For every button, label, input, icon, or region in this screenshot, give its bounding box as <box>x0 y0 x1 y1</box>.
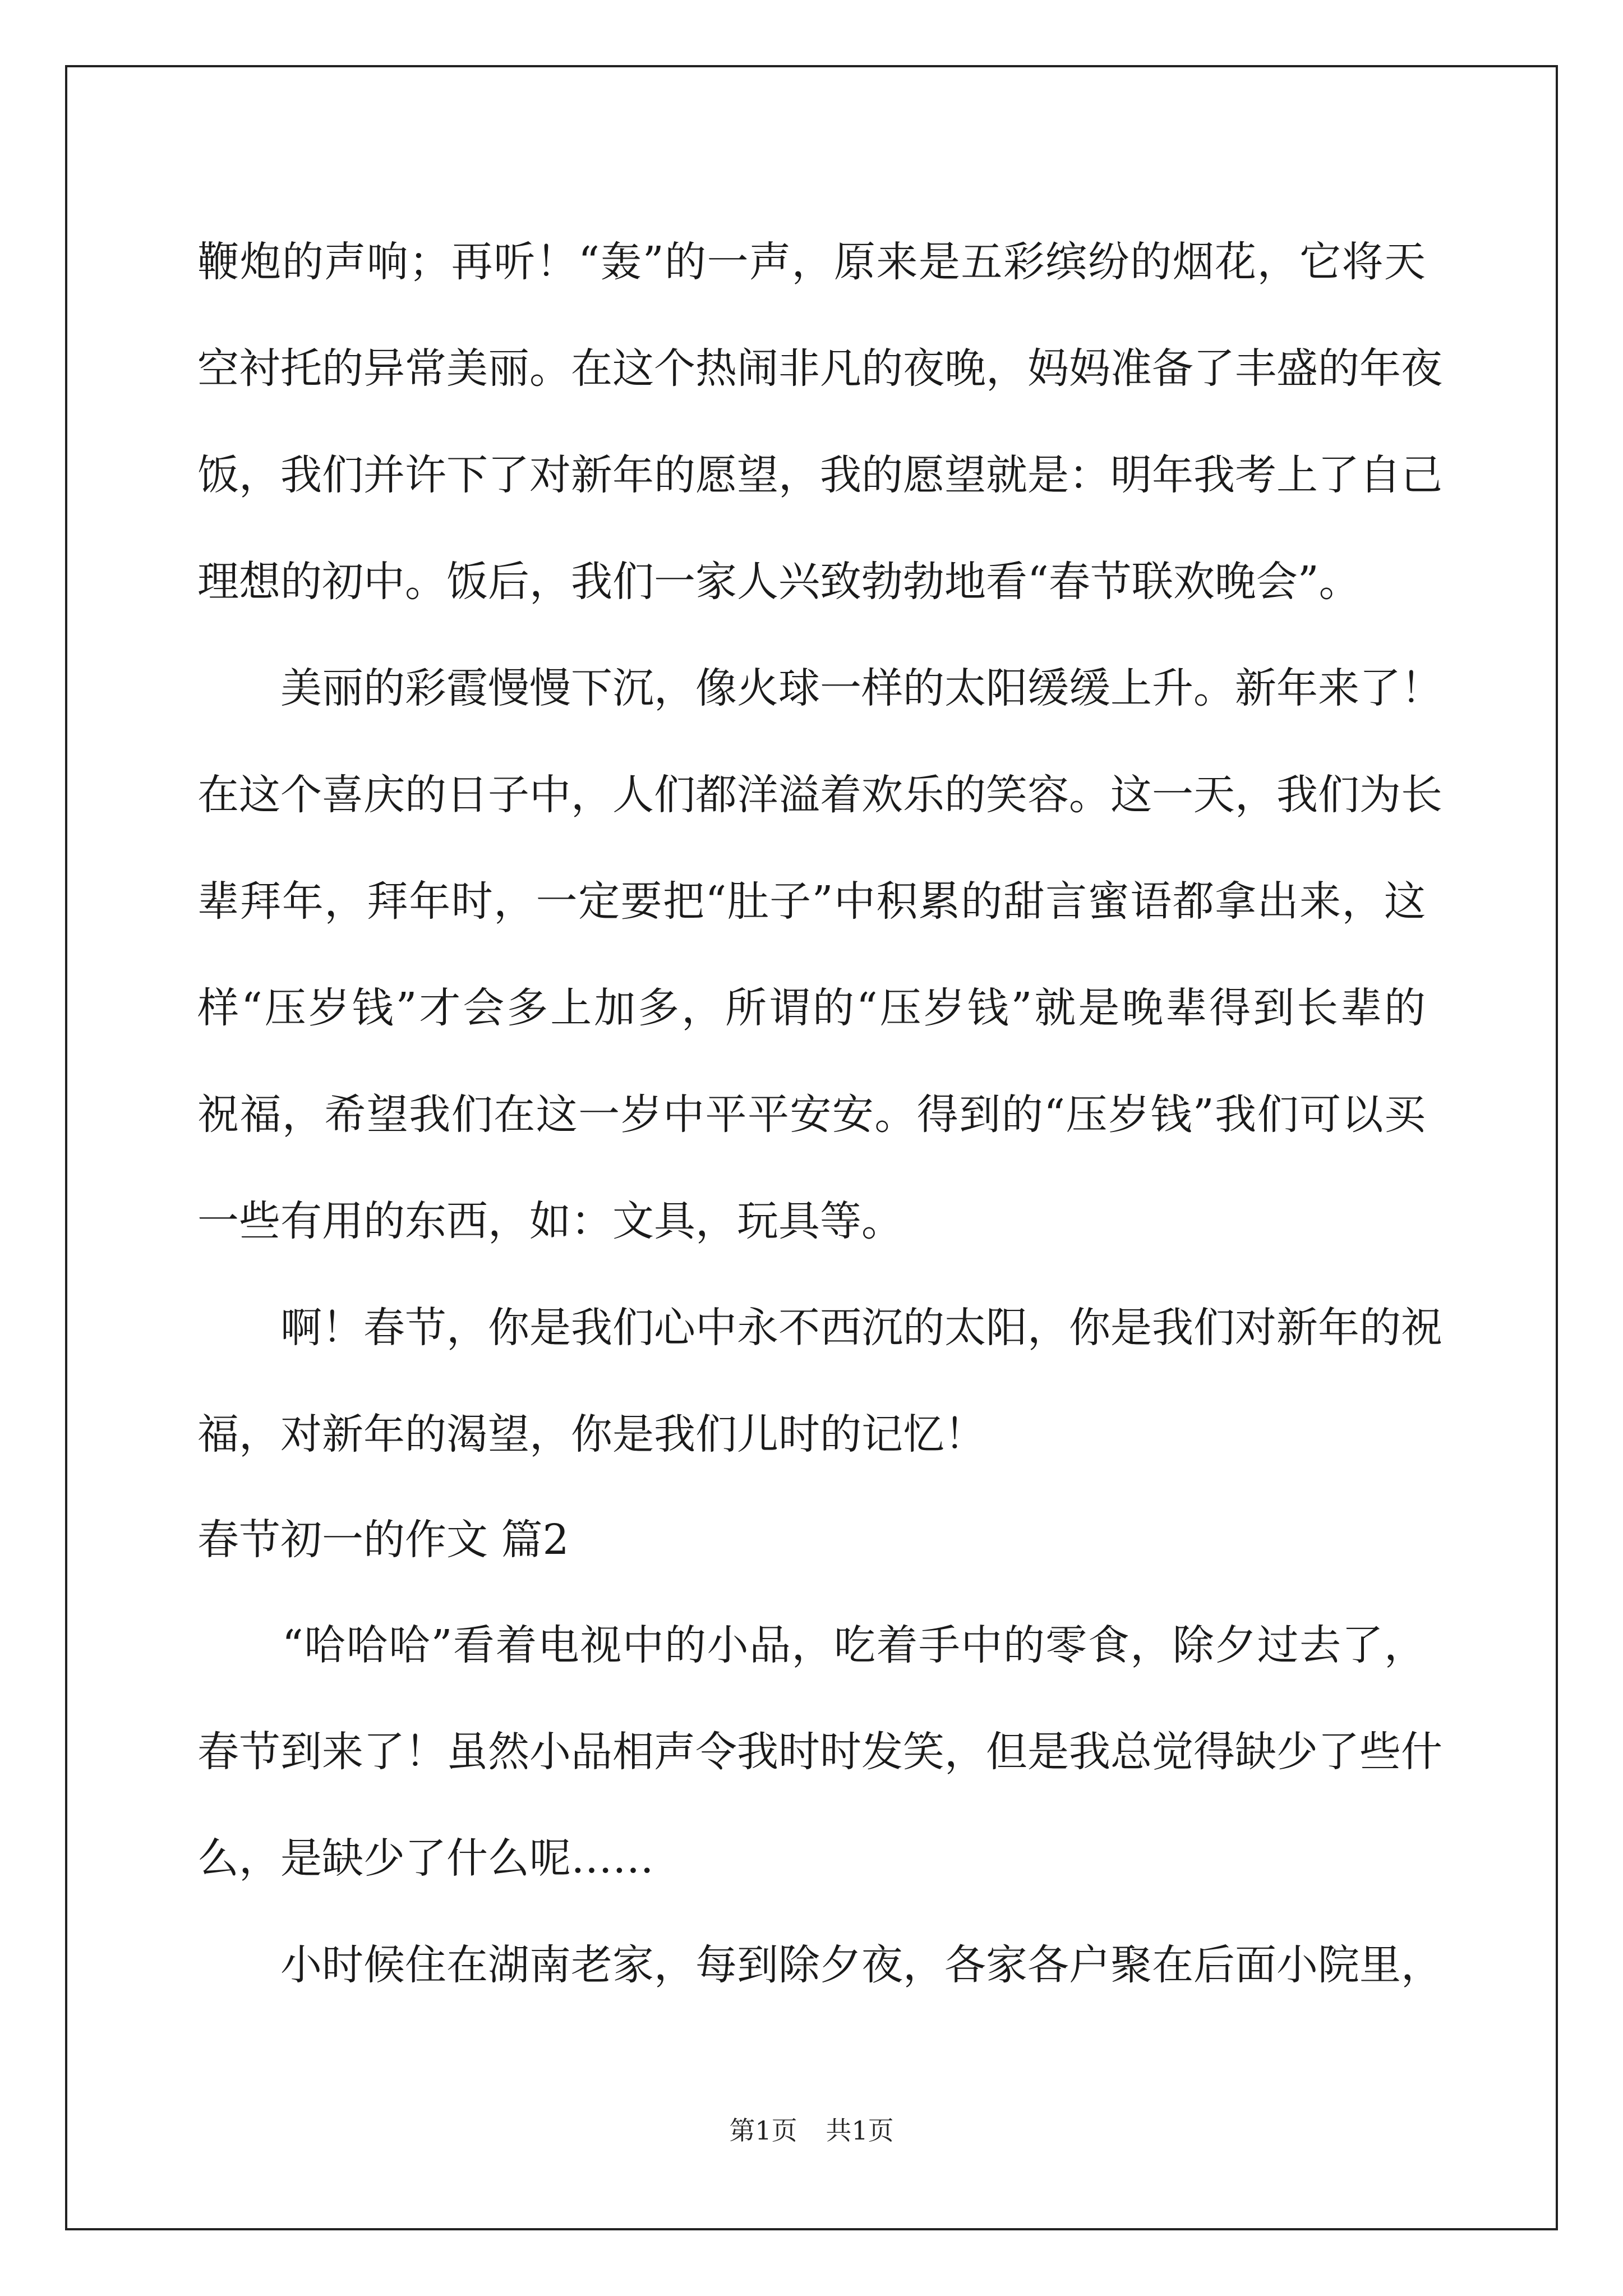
text-line: 么，是缺少了什么呢…… <box>197 1834 654 1883</box>
text-line: 美丽的彩霞慢慢下沉，像火球一样的太阳缓缓上升。新年来了！ <box>197 664 1442 712</box>
text-line: 在这个喜庆的日子中，人们都洋溢着欢乐的笑容。这一天，我们为长 <box>197 771 1442 819</box>
text-line: 春节到来了！虽然小品相声令我时时发笑，但是我总觉得缺少了些什 <box>197 1728 1442 1776</box>
text-line: 一些有用的东西，如：文具，玩具等。 <box>197 1197 903 1245</box>
text-line: 小时候住在湖南老家，每到除夕夜，各家各户聚在后面小院里， <box>197 1941 1442 1989</box>
text-line: 啊！春节，你是我们心中永不西沉的太阳，你是我们对新年的祝 <box>197 1304 1442 1352</box>
text-line: 祝福，希望我们在这一岁中平平安安。得到的“压岁钱”我们可以买 <box>197 1091 1426 1139</box>
text-line: 样“压岁钱”才会多上加多，所谓的“压岁钱”就是晚辈得到长辈的 <box>197 984 1426 1032</box>
text-line: 福，对新年的渴望，你是我们儿时的记忆！ <box>197 1410 986 1458</box>
text-line: “哈哈哈”看着电视中的小品，吃着手中的零食，除夕过去了， <box>197 1621 1426 1669</box>
document-body <box>197 209 1442 2018</box>
text-line: 空衬托的异常美丽。在这个热闹非凡的夜晚，妈妈准备了丰盛的年夜 <box>197 344 1442 393</box>
text-line: 辈拜年，拜年时，一定要把“肚子”中积累的甜言蜜语都拿出来，这 <box>197 877 1426 926</box>
page-footer <box>0 2110 1623 2147</box>
text-line: 鞭炮的声响；再听！“轰”的一声，原来是五彩缤纷的烟花，它将天 <box>197 238 1426 286</box>
page-number: 第1页 <box>729 2115 797 2146</box>
page-total: 共1页 <box>826 2115 894 2146</box>
text-line: 饭，我们并许下了对新年的愿望，我的愿望就是：明年我考上了自己 <box>197 451 1442 499</box>
text-line: 理想的初中。饭后，我们一家人兴致勃勃地看“春节联欢晚会”。 <box>197 558 1361 606</box>
section-heading: 春节初一的作文 篇2 <box>197 1516 569 1564</box>
